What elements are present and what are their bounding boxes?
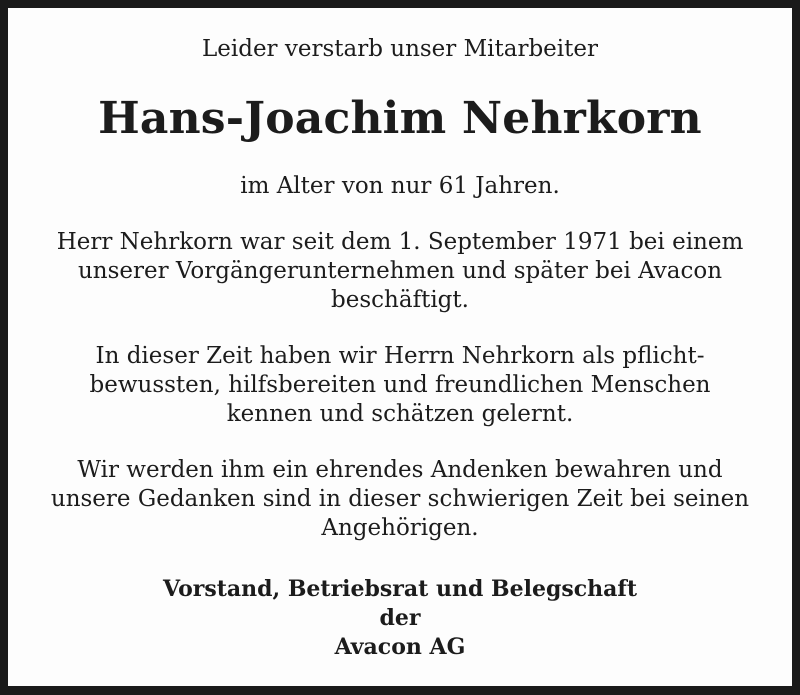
paragraph-remembrance bbox=[8, 456, 792, 543]
signature-line: Avacon AG bbox=[334, 634, 466, 660]
paragraph-line: beschäftigt. bbox=[331, 287, 469, 313]
signature-line: der bbox=[379, 605, 421, 631]
paragraph-line: Wir werden ihm ein ehrendes Andenken bewahren und bbox=[77, 457, 723, 483]
paragraph-line: bewussten, hilfsbereiten und freundlichen Menschen bbox=[89, 372, 711, 398]
deceased-name: Hans-Joachim Nehrkorn bbox=[98, 93, 702, 144]
paragraph-line: Herr Nehrkorn war seit dem 1. September 1971 bei einem bbox=[56, 229, 744, 255]
paragraph-character bbox=[8, 342, 792, 429]
paragraph-line: unsere Gedanken sind in dieser schwierigen Zeit bei seinen bbox=[50, 486, 750, 512]
paragraph-line: In dieser Zeit haben wir Herrn Nehrkorn als pflicht- bbox=[95, 343, 705, 369]
age-text: im Alter von nur 61 Jahren. bbox=[240, 173, 560, 199]
intro-text: Leider verstarb unser Mitarbeiter bbox=[201, 36, 598, 62]
paragraph-line: Angehörigen. bbox=[321, 515, 479, 541]
signature-block bbox=[8, 575, 792, 662]
signature-line: Vorstand, Betriebsrat und Belegschaft bbox=[163, 576, 637, 602]
paragraph-employment bbox=[8, 228, 792, 315]
paragraph-line: kennen und schätzen gelernt. bbox=[226, 401, 574, 427]
obituary-notice bbox=[8, 8, 792, 686]
paragraph-line: unserer Vorgängerunternehmen und später bei Avacon bbox=[77, 258, 723, 284]
